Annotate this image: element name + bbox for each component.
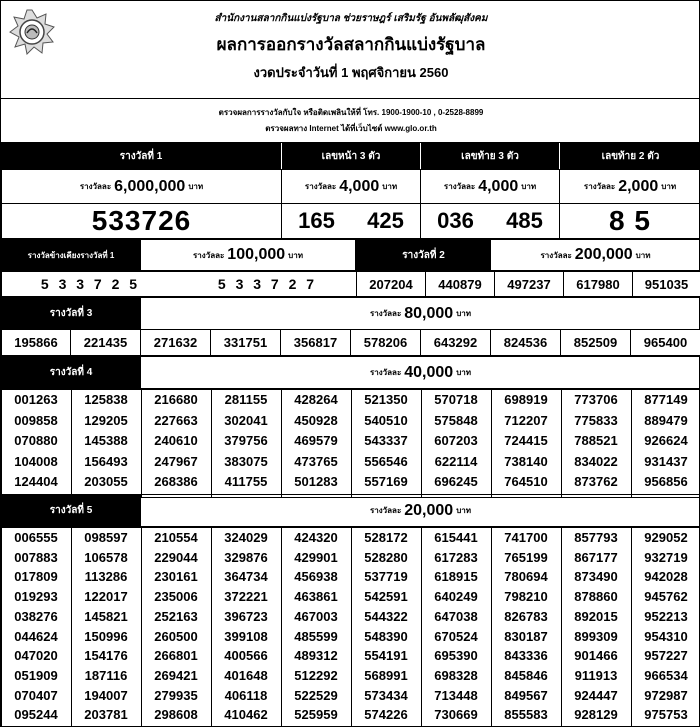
fifth-prize-number: 780694 [504,569,548,585]
fourth-prize-number: 575848 [434,412,478,428]
fourth-prize-number: 145388 [84,433,128,449]
second-prize-number: 440879 [425,271,495,297]
fourth-prize-number: 556546 [364,453,408,469]
fifth-prize-number: 019293 [14,589,58,605]
fourth-prize-number: 125838 [84,392,128,407]
front3-number: 425 [367,208,404,233]
fifth-prize-number: 401648 [224,667,268,683]
last3-number: 036 [437,208,474,233]
fifth-prize-number: 928129 [574,707,618,723]
second-prize-amount: รางวัลละ 200,000 บาท [490,239,700,271]
second-prize-number: 951035 [632,271,700,297]
third-prize-number: 221435 [70,329,141,356]
fourth-prize-number: 543337 [364,433,408,449]
fourth-prize-number: 931437 [644,453,688,469]
second-prize-header: รางวัลที่ 2 [356,239,491,271]
fourth-prize-number: 956856 [644,474,688,490]
fifth-prize-number: 230161 [154,569,198,585]
fifth-prize-number: 070407 [14,687,58,703]
fourth-prize-number: 428264 [294,392,338,407]
fifth-prize-number: 867177 [574,549,618,565]
fifth-prize-number: 269421 [154,667,198,683]
last2-amount: รางวัลละ 2,000 บาท [559,169,700,204]
fifth-prize-number: 615441 [434,530,478,545]
fifth-prize-number: 017809 [14,569,58,585]
fourth-prize-number: 247967 [154,453,198,469]
fifth-prize-number: 857793 [574,530,618,545]
near-first-number: 5 3 3 7 2 5 [40,276,141,292]
fourth-prize-number: 889479 [644,412,688,428]
fifth-prize-number: 410462 [224,707,268,723]
fifth-prize-number: 942028 [644,569,688,585]
fourth-prize-number: 788521 [574,433,618,449]
fourth-prize-number: 070880 [14,433,58,449]
front3-number: 165 [298,208,335,233]
fifth-prize-number: 203781 [84,707,128,723]
fifth-prize-number: 038276 [14,608,58,624]
fifth-prize-number: 396723 [224,608,268,624]
fifth-prize-number: 235006 [154,589,198,605]
near-first-header: รางวัลข้างเคียงรางวัลที่ 1 [1,239,141,271]
fourth-prize-number: 156493 [84,453,128,469]
first-prize-amount: รางวัลละ 6,000,000 บาท [1,169,282,204]
fifth-prize-number: 429901 [294,549,338,565]
third-prize-number: 356817 [280,329,351,356]
fourth-prize-number: 009858 [14,412,58,428]
fifth-prize-number: 542591 [364,589,408,605]
fifth-prize-number: 106578 [84,549,128,565]
fifth-prize-number: 826783 [504,608,548,624]
draw-date: งวดประจำวันที่ 1 พฤศจิกายน 2560 [253,65,449,80]
fifth-prize-number: 972987 [644,687,688,703]
third-prize-amount: รางวัลละ 80,000 บาท [140,297,700,330]
fourth-prize-number: 302041 [224,412,268,428]
first-prize-header: รางวัลที่ 1 [1,143,281,169]
fifth-prize-number: 574226 [364,707,408,723]
fifth-prize-number: 952213 [644,608,688,624]
fifth-prize-number: 765199 [504,549,548,565]
fifth-prize-number: 554191 [364,648,408,664]
fifth-prize-number: 845846 [504,667,548,683]
fifth-prize-number: 122017 [84,589,128,605]
last3-number: 485 [506,208,543,233]
fifth-prize-number: 924447 [574,687,618,703]
last3-numbers-cell [420,203,560,239]
fifth-prize-number: 568991 [364,667,408,683]
fifth-prize-number: 150996 [84,628,128,644]
third-prize-number: 331751 [210,329,281,356]
fourth-prize-number: 268386 [154,474,198,490]
website-info: ตรวจผลทาง Internet ได้ที่เว็บไซต์ www.glo.or.th [265,124,437,133]
last3-header: เลขท้าย 3 ตัว [421,143,559,169]
fourth-prize-number: 622114 [434,453,478,469]
fifth-prize-number: 975753 [644,707,688,723]
fifth-prize-number: 098597 [84,530,128,545]
fourth-prize-number: 240610 [154,433,198,449]
fifth-prize-number: 849567 [504,687,548,703]
fifth-prize-number: 463861 [294,589,338,605]
fourth-prize-number: 473765 [294,453,338,469]
fifth-prize-number: 051909 [14,667,58,683]
fourth-prize-number: 773706 [574,392,618,407]
fifth-prize-number: 525959 [294,707,338,723]
fifth-prize-number: 489312 [294,648,338,664]
fifth-prize-number: 843336 [504,648,548,664]
fourth-prize-number: 129205 [84,412,128,428]
phone-info: ตรวจผลการรางวัลกับใจ หรือติดเพลินให้ที่ โทร. 1900-1900-10 , 0-2528-8899 [218,108,484,117]
fourth-prize-number: 607203 [434,433,478,449]
fifth-prize-number: 229044 [154,549,198,565]
fifth-prize-number: 399108 [224,628,268,644]
fourth-prize-number: 926624 [644,433,688,449]
fourth-prize-number: 469579 [294,433,338,449]
front3-amount: รางวัลละ 4,000 บาท [281,169,421,204]
fourth-prize-number: 834022 [574,453,618,469]
fourth-prize-number: 450928 [294,412,338,428]
fifth-prize-number: 911913 [574,667,618,683]
fifth-prize-number: 945762 [644,589,688,605]
fifth-prize-number: 954310 [644,628,688,644]
fifth-prize-number: 855583 [504,707,548,723]
fifth-prize-number: 044624 [14,628,58,644]
fifth-prize-number: 537719 [364,569,408,585]
third-prize-number: 852509 [560,329,631,356]
agency-line: สำนักงานสลากกินแบ่งรัฐบาล ช่วยราษฎร์ เสริมรัฐ อันพลัฒุสังคม [214,13,488,24]
fourth-prize-number: 521350 [364,392,408,407]
fifth-prize-number: 400566 [224,648,268,664]
fourth-prize-number: 203055 [84,474,128,490]
fifth-prize-header: รางวัลที่ 5 [1,494,141,527]
fifth-prize-number: 512292 [294,667,338,683]
fourth-prize-number: 877149 [644,392,688,407]
contact-info [1,99,700,143]
fourth-prize-number: 501283 [294,474,338,490]
fifth-prize-amount: รางวัลละ 20,000 บาท [140,494,700,527]
fifth-prize-number: 279935 [154,687,198,703]
fourth-prize-number: 379756 [224,433,268,449]
fifth-prize-number: 266801 [154,648,198,664]
fourth-prize-number: 104008 [14,453,58,469]
fifth-prize-number: 901466 [574,648,618,664]
header [1,1,700,99]
fifth-prize-number: 713448 [434,687,478,703]
last2-number-cell [559,203,700,239]
fifth-prize-number: 406118 [224,687,268,703]
fifth-prize-number: 929052 [644,530,688,545]
fifth-prize-number: 522529 [294,687,338,703]
fourth-prize-number: 775833 [574,412,618,428]
third-prize-number: 578206 [350,329,421,356]
fifth-prize-number: 647038 [434,608,478,624]
fifth-prize-number: 145821 [84,608,128,624]
fifth-prize-number: 260500 [154,628,198,644]
fifth-prize-number: 798210 [504,589,548,605]
fifth-prize-number: 372221 [224,589,268,605]
near-first-number: 5 3 3 7 2 7 [217,276,318,292]
fourth-prize-header: รางวัลที่ 4 [1,356,141,389]
fourth-prize-number: 540510 [364,412,408,428]
third-prize-number: 824536 [490,329,561,356]
fifth-prize-number: 830187 [504,628,548,644]
fifth-prize-number: 194007 [84,687,128,703]
fifth-prize-number: 528172 [364,530,408,545]
fifth-prize-number: 544322 [364,608,408,624]
second-prize-number: 617980 [563,271,633,297]
fourth-prize-number: 738140 [504,453,548,469]
fourth-prize-number: 873762 [574,474,618,490]
last2-header: เลขท้าย 2 ตัว [560,143,700,169]
fourth-prize-number: 383075 [224,453,268,469]
fourth-prize-number: 764510 [504,474,548,490]
fifth-prize-number: 154176 [84,648,128,664]
third-prize-number: 195866 [1,329,71,356]
page-title: ผลการออกรางวัลสลากกินแบ่งรัฐบาล [216,35,486,54]
fifth-prize-number: 573434 [364,687,408,703]
fourth-prize-number: 124404 [14,474,58,490]
fourth-prize-number: 281155 [224,392,268,407]
fifth-prize-number: 892015 [574,608,618,624]
fifth-prize-number: 095244 [14,707,58,723]
fifth-prize-number: 618915 [434,569,478,585]
fifth-prize-number: 957227 [644,648,688,664]
last2-number: 8 5 [609,205,651,236]
second-prize-number: 497237 [494,271,564,297]
fifth-prize-number: 007883 [14,549,58,565]
fifth-prize-number: 640249 [434,589,478,605]
fifth-prize-number: 966534 [644,667,688,683]
fifth-prize-number: 878860 [574,589,618,605]
third-prize-number: 271632 [140,329,211,356]
fourth-prize-amount: รางวัลละ 40,000 บาท [140,356,700,389]
fifth-prize-number: 548390 [364,628,408,644]
fifth-prize-number: 456938 [294,569,338,585]
fifth-prize-number: 467003 [294,608,338,624]
front3-numbers-cell [281,203,421,239]
fourth-prize-number: 712207 [504,412,548,428]
fifth-prize-number: 899309 [574,628,618,644]
fourth-prize-number: 227663 [154,412,198,428]
fifth-prize-number: 932719 [644,549,688,565]
fifth-prize-number: 670524 [434,628,478,644]
fourth-prize-number: 698919 [504,392,548,407]
third-prize-number: 643292 [420,329,491,356]
fifth-prize-number: 698328 [434,667,478,683]
fourth-prize-number: 557169 [364,474,408,490]
fourth-prize-number: 696245 [434,474,478,490]
last3-amount: รางวัลละ 4,000 บาท [420,169,560,204]
fifth-prize-number: 617283 [434,549,478,565]
third-prize-number: 965400 [630,329,700,356]
near-first-amount: รางวัลละ 100,000 บาท [140,239,356,271]
fifth-prize-number: 364734 [224,569,268,585]
fifth-prize-number: 730669 [434,707,478,723]
near-first-numbers-cell [1,271,357,297]
fifth-prize-number: 695390 [434,648,478,664]
fifth-prize-number: 485599 [294,628,338,644]
fifth-prize-number: 187116 [84,667,128,683]
fourth-prize-number: 411755 [224,474,268,490]
front3-header: เลขหน้า 3 ตัว [282,143,420,169]
fifth-prize-number: 047020 [14,648,58,664]
fifth-prize-number: 324029 [224,530,268,545]
fifth-prize-number: 006555 [14,530,58,545]
fourth-prize-number: 570718 [434,392,478,407]
first-prize-number-cell [1,203,282,239]
fifth-prize-number: 113286 [84,569,128,585]
fifth-prize-number: 528280 [364,549,408,565]
fifth-prize-number: 741700 [504,530,548,545]
second-prize-number: 207204 [356,271,426,297]
fifth-prize-number: 298608 [154,707,198,723]
fifth-prize-number: 210554 [154,530,198,545]
fourth-prize-number: 001263 [14,392,58,407]
fourth-prize-number: 216680 [154,392,198,407]
third-prize-header: รางวัลที่ 3 [1,297,141,330]
fifth-prize-number: 424320 [294,530,338,545]
first-prize-number: 533726 [91,205,192,236]
fifth-prize-number: 873490 [574,569,618,585]
fourth-prize-number: 724415 [504,433,548,449]
fifth-prize-number: 252163 [154,608,198,624]
fifth-prize-number: 329876 [224,549,268,565]
